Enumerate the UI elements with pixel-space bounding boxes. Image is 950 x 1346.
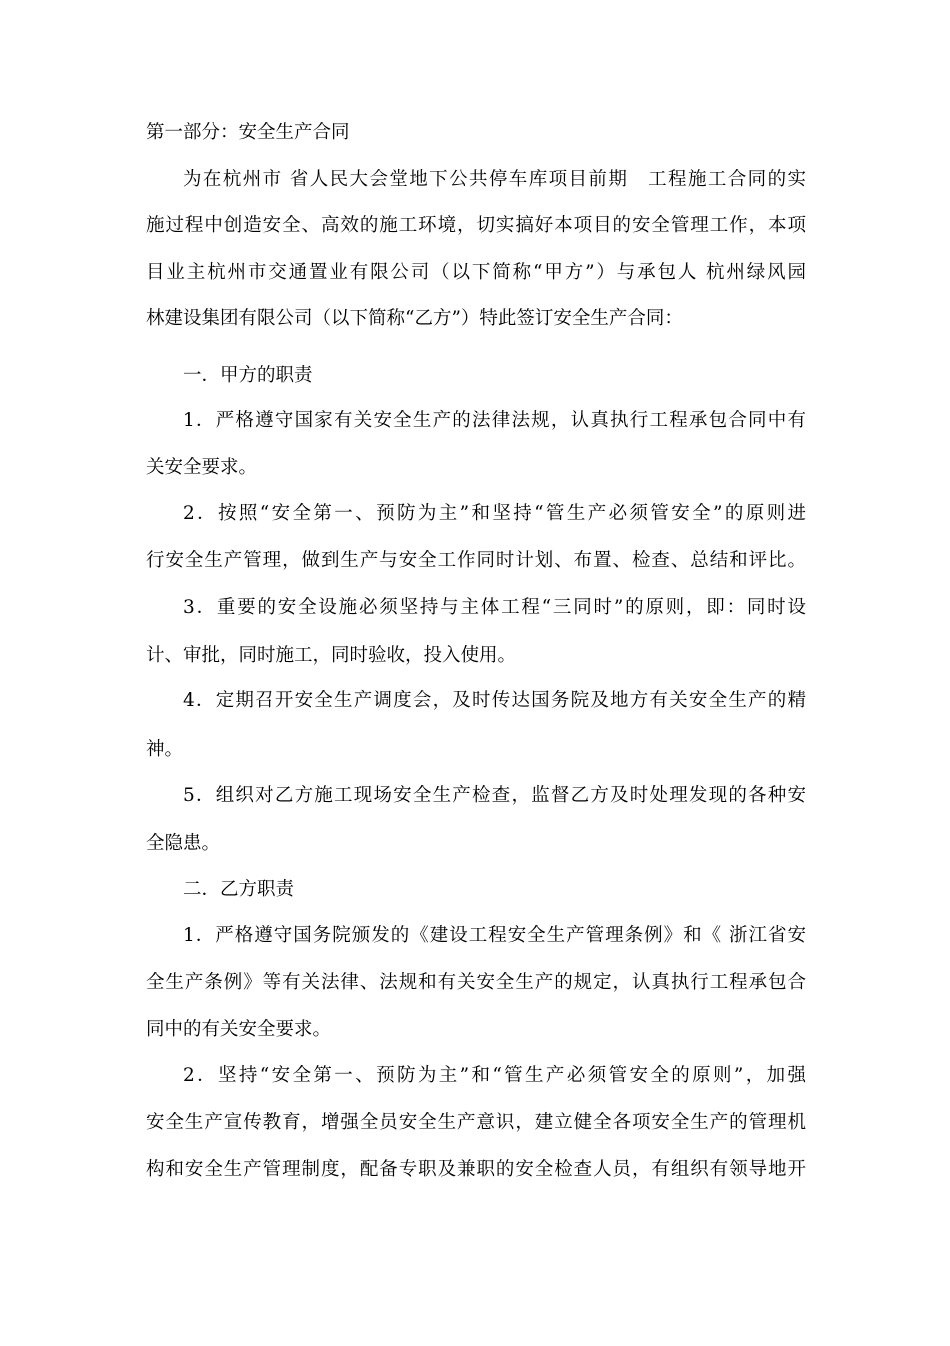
list-item-line: 计、审批，同时施工，同时验收，投入使用。 [146,645,517,666]
list-item-line: 同中的有关安全要求。 [146,1019,332,1040]
list-item-line: 2．按照“安全第一、预防为主”和坚持“管生产必须管安全”的原则进 [183,503,806,524]
subsection-heading: 二．乙方职责 [183,879,295,900]
list-item-line: 5．组织对乙方施工现场安全生产检查，监督乙方及时处理发现的各种安 [183,785,806,806]
list-item-line: 安全生产宣传教育，增强全员安全生产意识，建立健全各项安全生产的管理机 [146,1112,806,1133]
paragraph-line: 为在杭州市 省人民大会堂地下公共停车库项目前期 工程施工合同的实 [183,169,806,190]
list-item-line: 全隐患。 [146,833,221,854]
list-item-line: 关安全要求。 [146,457,258,478]
list-item-line: 构和安全生产管理制度，配备专职及兼职的安全检查人员，有组织有领导地开 [146,1159,806,1180]
subsection-heading: 一．甲方的职责 [183,365,313,386]
paragraph-line: 施过程中创造安全、高效的施工环境，切实搞好本项目的安全管理工作，本项 [146,215,806,236]
list-item-line: 3．重要的安全设施必须坚持与主体工程“三同时”的原则，即：同时设 [183,597,806,618]
list-item-line: 神。 [146,739,184,760]
list-item-line: 4．定期召开安全生产调度会，及时传达国务院及地方有关安全生产的精 [183,690,806,711]
list-item-line: 2．坚持“安全第一、预防为主”和“管生产必须管安全的原则”，加强 [183,1065,806,1086]
paragraph-line: 目业主杭州市交通置业有限公司（以下简称“甲方”）与承包人 杭州绿风园 [146,262,806,283]
list-item-line: 行安全生产管理，做到生产与安全工作同时计划、布置、检查、总结和评比。 [146,550,806,571]
paragraph-line: 林建设集团有限公司（以下简称“乙方”）特此签订安全生产合同： [146,308,683,329]
list-item-line: 1．严格遵守国务院颁发的《建设工程安全生产管理条例》和《 浙江省安 [183,925,806,946]
list-item-line: 全生产条例》等有关法律、法规和有关安全生产的规定，认真执行工程承包合 [146,972,806,993]
list-item-line: 1．严格遵守国家有关安全生产的法律法规，认真执行工程承包合同中有 [183,410,806,431]
section-title: 第一部分：安全生产合同 [146,122,350,143]
